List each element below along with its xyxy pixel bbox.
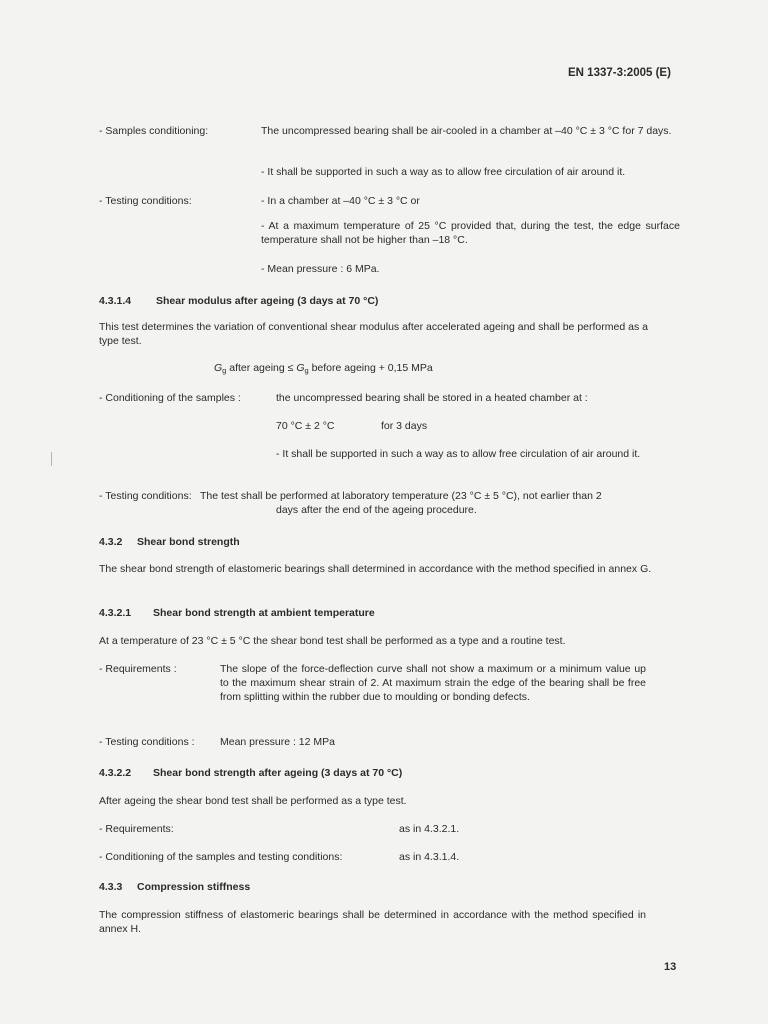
section-number-4-3-3: 4.3.3 — [99, 881, 123, 893]
section-title-4-3-2-1: Shear bond strength at ambient temperature — [153, 607, 375, 619]
section-4-3-1-4-intro: This test determines the variation of conventional shear modulus after accelerated ageing and shall be performed as a type test. — [99, 321, 648, 347]
section-title-4-3-2-2: Shear bond strength after ageing (3 days at 70 °C) — [153, 767, 403, 779]
page-number: 13 — [664, 961, 677, 973]
section-title-4-3-2: Shear bond strength — [137, 536, 240, 548]
conditioning-samples-label: - Conditioning of the samples : — [99, 392, 241, 404]
formula: $G_g$ after ageing ≤ $G_g$ before ageing + 0,15 MPa — [214, 362, 433, 375]
testing-conditions-label: - Testing conditions: — [99, 195, 192, 207]
testing-max-temp-text: - At a maximum temperature of 25 °C provided that, during the test, the edge surface temperature shall not be higher than –18 °C. — [261, 220, 680, 246]
requirements-label: - Requirements : — [99, 663, 177, 675]
scan-mark — [51, 452, 52, 466]
section-title-4-3-3: Compression stiffness — [137, 881, 251, 893]
testing-conditions-ageing-line1: The test shall be performed at laboratory temperature (23 °C ± 5 °C), not earlier than 2 — [200, 490, 602, 502]
section-number-4-3-2: 4.3.2 — [99, 536, 123, 548]
section-number-4-3-2-2: 4.3.2.2 — [99, 767, 132, 779]
conditioning-testing-ref: as in 4.3.1.4. — [399, 851, 460, 863]
section-4-3-2-2-text: After ageing the shear bond test shall be performed as a type test. — [99, 795, 407, 807]
samples-conditioning-text: The uncompressed bearing shall be air-cooled in a chamber at –40 °C ± 3 °C for 7 days. — [261, 125, 672, 137]
section-title-4-3-1-4: Shear modulus after ageing (3 days at 70 °C) — [156, 295, 379, 307]
samples-conditioning-label: - Samples conditioning: — [99, 125, 209, 137]
section-number-4-3-1-4: 4.3.1.4 — [99, 295, 132, 307]
requirements-text: The slope of the force-deflection curve shall not show a maximum or a minimum value up to the maximum shear strain of 2. At maximum strain the edge of the bearing shall be free from splitting within the rubber due to moulding or bonding defects. — [220, 663, 646, 703]
samples-support-text: - It shall be supported in such a way as to allow free circulation of air around it. — [261, 166, 626, 178]
section-4-3-2-1-text: At a temperature of 23 °C ± 5 °C the shear bond test shall be performed as a type and a routine test. — [99, 635, 566, 647]
section-4-3-2-text: The shear bond strength of elastomeric bearings shall determined in accordance with the method specified in annex G. — [99, 563, 652, 575]
mean-pressure-text: - Mean pressure : 6 MPa. — [261, 263, 380, 275]
requirements-ageing-label: - Requirements: — [99, 823, 174, 835]
conditioning-duration: for 3 days — [381, 420, 428, 432]
conditioning-samples-text: the uncompressed bearing shall be stored in a heated chamber at : — [276, 392, 588, 404]
section-4-3-3-text: The compression stiffness of elastomeric bearings shall be determined in accordance with the method specified in annex H. — [99, 909, 646, 935]
requirements-ageing-ref: as in 4.3.2.1. — [399, 823, 460, 835]
testing-chamber-text: - In a chamber at –40 °C ± 3 °C or — [261, 195, 420, 207]
conditioning-testing-label: - Conditioning of the samples and testing conditions: — [99, 851, 343, 863]
testing-conditions-bond-label: - Testing conditions : — [99, 736, 195, 748]
section-number-4-3-2-1: 4.3.2.1 — [99, 607, 132, 619]
testing-conditions-bond-text: Mean pressure : 12 MPa — [220, 736, 335, 748]
conditioning-temp: 70 °C ± 2 °C — [276, 420, 335, 432]
conditioning-support-text: - It shall be supported in such a way as to allow free circulation of air around it. — [276, 448, 641, 460]
testing-conditions-ageing-label: - Testing conditions: — [99, 490, 192, 502]
document-header: EN 1337-3:2005 (E) — [568, 67, 671, 79]
testing-conditions-ageing-line2: days after the end of the ageing procedure. — [276, 504, 477, 516]
